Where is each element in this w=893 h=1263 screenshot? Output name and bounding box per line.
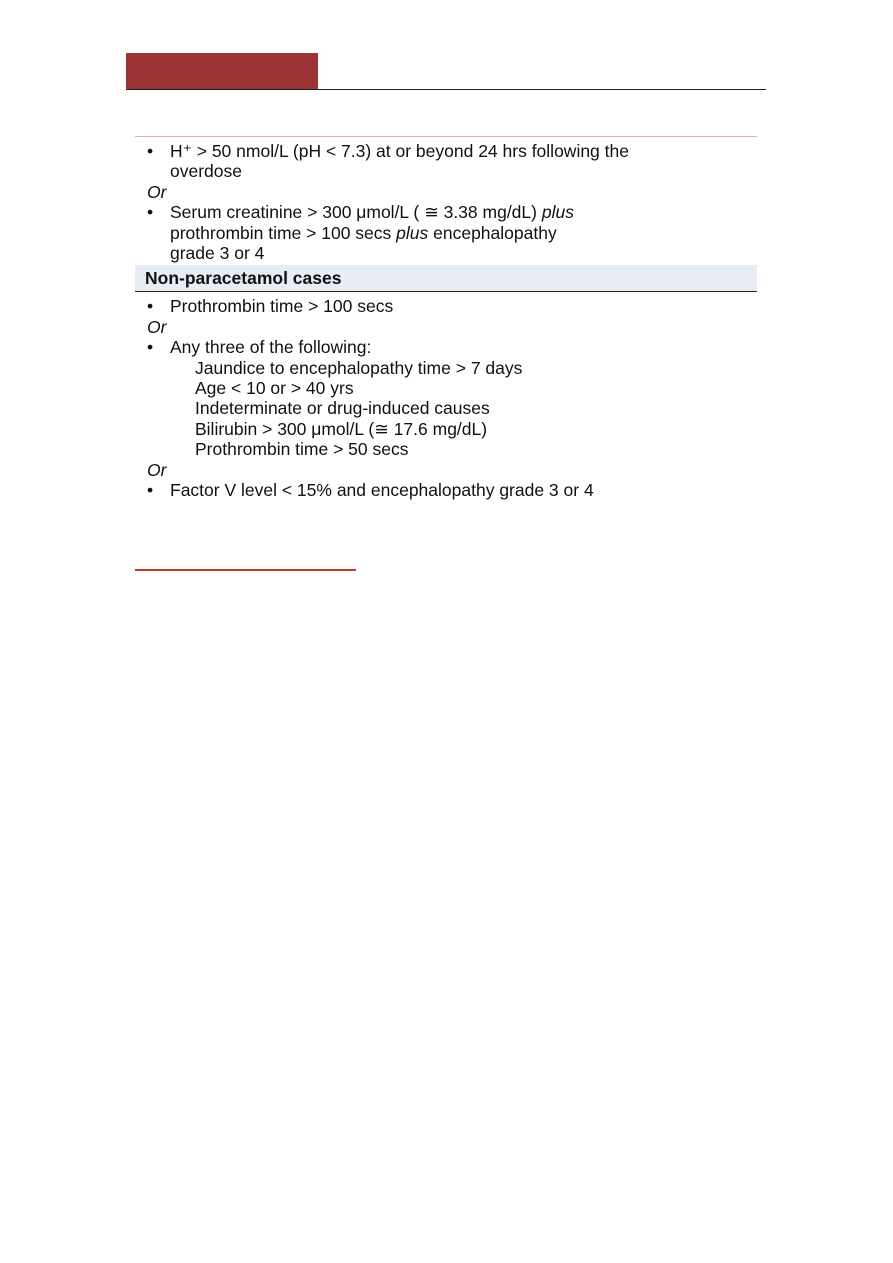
header-rule xyxy=(126,89,766,90)
or-label: Or xyxy=(147,181,167,202)
bullet-icon: • xyxy=(147,202,154,223)
section-header: Non-paracetamol cases xyxy=(135,265,757,292)
non-paracetamol-section xyxy=(135,292,757,500)
list-item xyxy=(135,480,757,500)
or-label: Or xyxy=(147,316,167,337)
list-item-continuation: overdose xyxy=(170,161,242,182)
bullet-icon: • xyxy=(147,480,154,501)
list-item-text: H⁺ > 50 nmol/L (pH < 7.3) at or beyond 24 hrs following the xyxy=(170,141,629,161)
criteria-table xyxy=(135,136,757,501)
text-span: encephalopathy xyxy=(428,222,557,243)
list-item-text: Prothrombin time > 100 secs xyxy=(170,296,394,317)
list-item-text: Any three of the following: xyxy=(170,337,372,358)
page-header-block xyxy=(126,53,318,90)
text-span: prothrombin time > 100 secs xyxy=(170,222,397,243)
emphasis-plus: plus xyxy=(396,222,429,243)
list-item xyxy=(135,296,757,316)
paracetamol-section xyxy=(135,137,757,263)
list-item-text: Factor V level < 15% and encephalopathy grade 3 or 4 xyxy=(170,480,594,501)
text-span: Serum creatinine > 300 μmol/L ( ≅ 3.38 mg/dL) xyxy=(170,202,542,223)
sub-item: Prothrombin time > 50 secs xyxy=(195,439,409,460)
sub-item: Bilirubin > 300 μmol/L (≅ 17.6 mg/dL) xyxy=(195,418,488,439)
list-item xyxy=(135,337,757,357)
sub-item: Age < 10 or > 40 yrs xyxy=(195,378,354,399)
list-item-continuation: grade 3 or 4 xyxy=(170,243,265,264)
sub-item: Jaundice to encephalopathy time > 7 days xyxy=(195,357,523,378)
emphasis-plus: plus xyxy=(541,202,574,223)
sub-item: Indeterminate or drug-induced causes xyxy=(195,398,490,419)
list-item xyxy=(135,141,757,161)
bullet-icon: • xyxy=(147,337,154,358)
list-item-continuation xyxy=(135,223,757,243)
list-item-text xyxy=(147,202,574,222)
list-item xyxy=(135,202,757,222)
footnote-rule xyxy=(135,569,356,571)
bullet-icon: • xyxy=(147,296,154,317)
bullet-icon: • xyxy=(147,141,154,161)
or-label: Or xyxy=(147,459,167,480)
